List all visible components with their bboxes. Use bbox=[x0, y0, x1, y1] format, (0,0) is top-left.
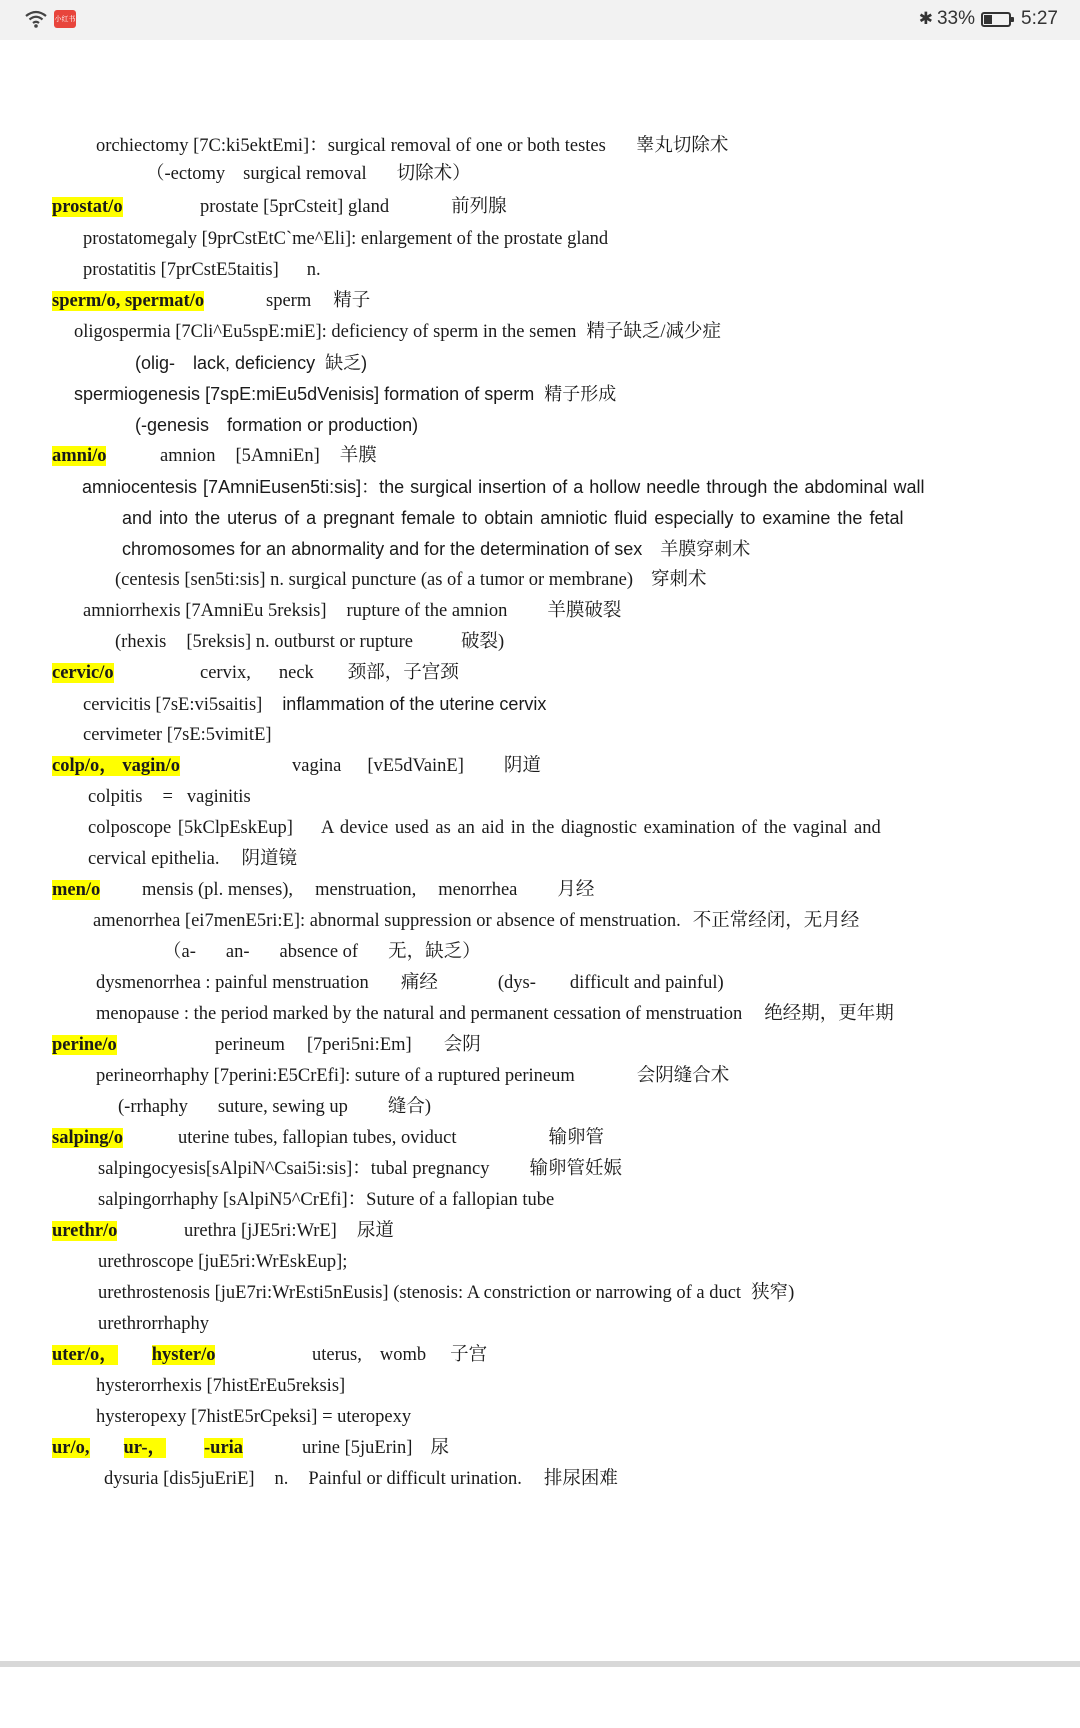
entry-chinese: 排尿困难 bbox=[543, 1469, 618, 1489]
entry-chinese: 切除术） bbox=[396, 164, 471, 184]
text-line bbox=[215, 1033, 481, 1057]
entry-text: suture, sewing up bbox=[217, 1097, 348, 1117]
entry-text: dysmenorrhea : painful menstruation bbox=[96, 973, 369, 993]
entry-text: uterine tubes, fallopian tubes, oviduct bbox=[178, 1128, 457, 1148]
entry-chinese: 尿道 bbox=[356, 1221, 394, 1241]
entry-text: (dys- bbox=[497, 973, 536, 993]
term-highlight: ur-， bbox=[123, 1438, 166, 1458]
entry-chinese: 会阴 bbox=[443, 1035, 481, 1055]
text-line bbox=[83, 692, 546, 717]
entry-text: dysuria [dis5juEriE] bbox=[104, 1469, 255, 1489]
entry-text: prostate [5prCsteit] gland bbox=[200, 197, 390, 217]
text-line bbox=[88, 816, 881, 840]
text-line bbox=[142, 878, 594, 902]
entry-text: = bbox=[162, 787, 173, 807]
text-line bbox=[104, 1467, 618, 1491]
text-line bbox=[82, 475, 924, 499]
bluetooth-icon: ✱ bbox=[918, 9, 933, 28]
entry-chinese: 阴道 bbox=[503, 756, 541, 776]
text-line bbox=[98, 1188, 554, 1212]
text-line bbox=[74, 382, 616, 406]
entry-text: cervical epithelia. bbox=[88, 849, 220, 869]
page-bottom-divider bbox=[0, 1661, 1080, 1667]
text-line bbox=[160, 444, 377, 468]
term-line bbox=[52, 1126, 123, 1150]
text-line bbox=[184, 1219, 394, 1243]
entry-text: amniorrhexis [7AmniEu 5reksis] bbox=[83, 601, 327, 621]
entry-text: difficult and painful) bbox=[569, 973, 724, 993]
entry-text: rupture of the amnion bbox=[346, 601, 508, 621]
entry-text: cervimeter [7sE:5vimitE] bbox=[83, 725, 272, 745]
status-bar-right bbox=[919, 8, 1058, 30]
text-line bbox=[88, 847, 297, 871]
entry-text: spermiogenesis [7spE:miEu5dVenisis] formation of sperm bbox=[74, 384, 535, 404]
battery-percent: 33% bbox=[936, 8, 976, 29]
text-line bbox=[115, 568, 707, 592]
text-line bbox=[135, 351, 367, 375]
entry-chinese: 精子缺乏/减少症 bbox=[586, 322, 722, 342]
wifi-icon bbox=[24, 9, 48, 29]
status-bar-left bbox=[24, 9, 76, 29]
entry-text: amenorrhea [ei7menE5ri:E]: abnormal suppression or absence of menstruation. bbox=[93, 911, 681, 931]
entry-text: colposcope [5kClpEskEup] bbox=[88, 818, 293, 838]
entry-text: salpingocyesis[sAlpiN^Csai5i:sis]：tubal pregnancy bbox=[98, 1159, 490, 1179]
entry-chinese: 羊膜穿刺术 bbox=[660, 539, 751, 559]
entry-text: [5reksis] n. outburst or rupture bbox=[186, 632, 413, 652]
entry-text: [vE5dVainE] bbox=[367, 756, 464, 776]
term-highlight: sperm/o, spermat/o bbox=[52, 291, 205, 311]
entry-chinese: 输卵管 bbox=[548, 1128, 604, 1148]
text-line bbox=[96, 1374, 345, 1398]
text-line bbox=[118, 1095, 431, 1119]
entry-text: formation or production) bbox=[227, 415, 419, 435]
term-highlight: ur/o, bbox=[52, 1438, 90, 1458]
term-line bbox=[52, 195, 123, 219]
term-highlight: amni/o bbox=[52, 446, 107, 466]
entry-text: absence of bbox=[279, 942, 359, 962]
entry-chinese: 阴道镜 bbox=[241, 849, 297, 869]
entry-chinese: 尿 bbox=[430, 1438, 449, 1458]
entry-chinese: 前列腺 bbox=[451, 197, 507, 217]
term-line bbox=[52, 1436, 243, 1460]
entry-text: cervicitis [7sE:vi5saitis] bbox=[83, 695, 263, 715]
text-line bbox=[122, 537, 750, 561]
entry-chinese: 输卵管妊娠 bbox=[529, 1159, 622, 1179]
term-line bbox=[52, 1033, 117, 1057]
entry-text: （-ectomy bbox=[146, 164, 226, 184]
text-line bbox=[83, 599, 621, 623]
entry-chinese: 会阴缝合术 bbox=[636, 1066, 730, 1086]
entry-text: urine [5juErin] bbox=[302, 1438, 413, 1458]
entry-text: amniocentesis [7AmniEusen5ti:sis]：the surgical insertion of a hollow needle through the abdominal wall bbox=[82, 477, 925, 497]
entry-text: prostatitis [7prCstE5taitis] bbox=[83, 260, 279, 280]
text-line bbox=[178, 1126, 604, 1150]
entry-chinese: 缝合) bbox=[387, 1097, 432, 1117]
entry-chinese: 穿刺术 bbox=[651, 570, 707, 590]
entry-chinese: 不正常经闭，无月经 bbox=[692, 911, 860, 931]
text-line bbox=[96, 134, 728, 158]
text-line bbox=[302, 1436, 449, 1460]
term-highlight: salping/o bbox=[52, 1128, 123, 1148]
entry-text: （a- bbox=[163, 942, 196, 962]
text-line bbox=[88, 785, 251, 809]
text-line bbox=[96, 1064, 729, 1088]
entry-text: colpitis bbox=[88, 787, 143, 807]
term-line bbox=[52, 289, 204, 313]
term-highlight: hyster/o bbox=[151, 1345, 216, 1365]
term-highlight: men/o bbox=[52, 880, 101, 900]
entry-text: (-genesis bbox=[135, 415, 210, 435]
entry-text: womb bbox=[379, 1345, 427, 1365]
entry-text: perineum bbox=[215, 1035, 285, 1055]
term-highlight: colp/o， vagin/o bbox=[52, 756, 180, 776]
entry-chinese: 绝经期，更年期 bbox=[764, 1004, 894, 1024]
entry-text: uterus, bbox=[312, 1345, 362, 1365]
entry-text: vaginitis bbox=[186, 787, 251, 807]
entry-text: mensis (pl. menses), bbox=[142, 880, 294, 900]
entry-text: hysteropexy [7histE5rCpeksi] = uteropexy bbox=[96, 1407, 412, 1427]
entry-chinese: 睾丸切除术 bbox=[635, 136, 729, 156]
text-line bbox=[98, 1281, 794, 1305]
battery-icon bbox=[981, 12, 1011, 27]
entry-text: surgical removal bbox=[243, 164, 367, 184]
text-line bbox=[163, 940, 481, 964]
entry-text: chromosomes for an abnormality and for the determination of sex bbox=[122, 539, 643, 559]
term-line bbox=[52, 1219, 117, 1243]
term-highlight: cervic/o bbox=[52, 663, 114, 683]
battery-fill bbox=[984, 15, 992, 24]
term-highlight: perine/o bbox=[52, 1035, 117, 1055]
text-line bbox=[93, 909, 859, 933]
entry-text: n. bbox=[274, 1469, 289, 1489]
status-bar bbox=[0, 0, 1080, 40]
entry-text: perineorrhaphy [7perini:E5CrEfi]: suture of a ruptured perineum bbox=[96, 1066, 575, 1086]
entry-text: prostatomegaly [9prCstEtC`me^Eli]: enlargement of the prostate gland bbox=[83, 229, 609, 249]
text-line bbox=[98, 1312, 209, 1336]
entry-text: (rhexis bbox=[115, 632, 167, 652]
entry-text: (centesis [sen5ti:sis] n. surgical puncture (as of a tumor or membrane) bbox=[115, 570, 634, 590]
entry-text: A device used as an aid in the diagnostic examination of the vaginal and bbox=[320, 818, 881, 838]
term-highlight: uter/o， bbox=[52, 1345, 118, 1365]
text-line bbox=[266, 289, 370, 313]
entry-text: neck bbox=[278, 663, 314, 683]
entry-text: cervix, bbox=[200, 663, 251, 683]
text-line bbox=[312, 1343, 487, 1367]
text-line bbox=[83, 723, 272, 747]
entry-text: orchiectomy [7C:ki5ektEmi]：surgical removal of one or both testes bbox=[96, 136, 606, 156]
clock-time: 5:27 bbox=[1021, 8, 1058, 29]
entry-text: menstruation, bbox=[315, 880, 417, 900]
text-line bbox=[115, 630, 504, 654]
text-line bbox=[74, 320, 721, 344]
entry-text: (-rrhaphy bbox=[118, 1097, 188, 1117]
entry-chinese: 月经 bbox=[557, 880, 595, 900]
entry-chinese: 精子 bbox=[333, 291, 371, 311]
text-line bbox=[292, 754, 541, 778]
text-line bbox=[200, 195, 507, 219]
text-line bbox=[146, 162, 471, 186]
term-line bbox=[52, 878, 100, 902]
term-line bbox=[52, 754, 180, 778]
term-highlight: prostat/o bbox=[52, 197, 123, 217]
entry-chinese: 颈部，子宫颈 bbox=[347, 663, 459, 683]
entry-text: [5AmniEn] bbox=[235, 446, 320, 466]
entry-chinese: 无，缺乏） bbox=[388, 942, 481, 962]
term-line bbox=[52, 1343, 215, 1367]
entry-chinese: 羊膜 bbox=[339, 446, 377, 466]
text-line bbox=[83, 258, 321, 282]
entry-chinese: 精子形成 bbox=[544, 384, 617, 404]
entry-text: (olig- bbox=[135, 353, 176, 373]
entry-text: Painful or difficult urination. bbox=[308, 1469, 522, 1489]
term-line bbox=[52, 444, 106, 468]
entry-text: urethroscope [juE5ri:WrEskEup]; bbox=[98, 1252, 348, 1272]
entry-chinese: 羊膜破裂 bbox=[547, 601, 622, 621]
entry-chinese: 缺乏) bbox=[325, 353, 368, 373]
text-line bbox=[200, 661, 459, 685]
app-notification-icon: 小红书 bbox=[54, 10, 76, 28]
term-highlight: -uria bbox=[204, 1438, 244, 1458]
text-line bbox=[135, 413, 418, 437]
entry-text: and into the uterus of a pregnant female to obtain amniotic fluid especially to examine the fetal bbox=[122, 508, 904, 528]
text-line bbox=[98, 1250, 347, 1274]
entry-chinese: 狭窄) bbox=[751, 1283, 795, 1303]
entry-text: lack, deficiency bbox=[193, 353, 316, 373]
entry-text: urethrorrhaphy bbox=[98, 1314, 209, 1334]
entry-text: an- bbox=[225, 942, 250, 962]
text-line bbox=[96, 1002, 894, 1026]
text-line bbox=[96, 971, 724, 995]
entry-text: menopause : the period marked by the natural and permanent cessation of menstruation bbox=[96, 1004, 743, 1024]
entry-text: salpingorrhaphy [sAlpiN5^CrEfi]：Suture of a fallopian tube bbox=[98, 1190, 555, 1210]
entry-chinese: 子宫 bbox=[450, 1345, 488, 1365]
entry-text: [7peri5ni:Em] bbox=[306, 1035, 412, 1055]
entry-chinese: 破裂) bbox=[460, 632, 505, 652]
term-highlight: urethr/o bbox=[52, 1221, 118, 1241]
entry-text: oligospermia [7Cli^Eu5spE:miE]: deficiency of sperm in the semen bbox=[74, 322, 577, 342]
entry-text: menorrhea bbox=[438, 880, 518, 900]
text-line bbox=[98, 1157, 622, 1181]
text-line bbox=[83, 227, 608, 251]
term-line bbox=[52, 661, 114, 685]
entry-text: n. bbox=[306, 260, 321, 280]
entry-text: hysterorrhexis [7histErEu5reksis] bbox=[96, 1376, 346, 1396]
entry-text: urethrostenosis [juE7ri:WrEsti5nEusis] (stenosis: A constriction or narrowing of a duct bbox=[98, 1283, 742, 1303]
entry-text: inflammation of the uterine cervix bbox=[282, 694, 547, 714]
entry-chinese: 痛经 bbox=[400, 973, 438, 993]
text-line bbox=[122, 506, 903, 530]
text-line bbox=[96, 1405, 411, 1429]
entry-text: vagina bbox=[292, 756, 342, 776]
entry-text: urethra [jJE5ri:WrE] bbox=[184, 1221, 337, 1241]
entry-text: sperm bbox=[266, 291, 312, 311]
entry-text: amnion bbox=[160, 446, 216, 466]
